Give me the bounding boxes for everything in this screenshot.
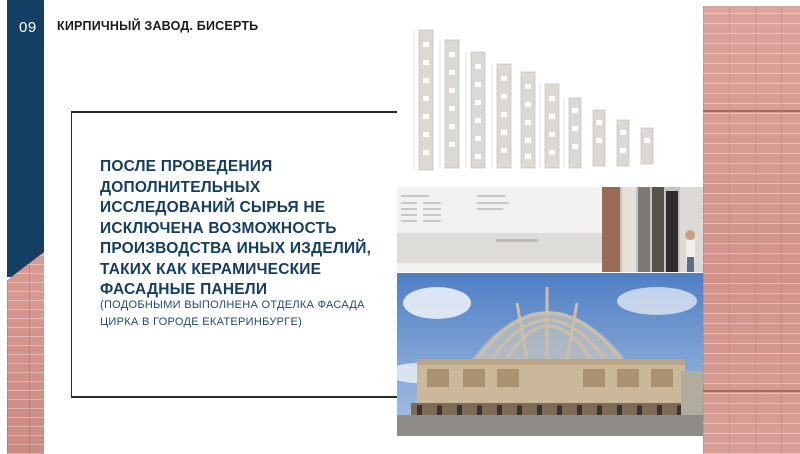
slide-number: 09 [19,19,37,36]
circus-note: (ПОДОБНЫМИ ВЫПОЛНЕНА ОТДЕЛКА ФАСАДА ЦИРКА В ГОРОДЕ ЕКАТЕРИНБУРГЕ) [100,299,365,328]
circus-building-photo [397,273,703,436]
profile-9 [617,120,629,166]
panel-spec-sheet [397,187,602,272]
profile-3 [471,52,485,168]
brick-texture-left [7,252,44,454]
profile-2 [445,40,459,168]
brick-texture-right [703,6,800,454]
brick-panel-seam [703,390,800,392]
brick-panel-seam [703,110,800,112]
profile-10 [641,128,653,164]
navy-band [7,0,44,277]
profiles-svg [397,8,703,186]
slide-title: КИРПИЧНЫЙ ЗАВОД. БИСЕРТЬ [57,19,259,33]
text-frame-bottom-line [71,396,397,398]
left-accent-band [7,0,44,454]
main-statement: ПОСЛЕ ПРОВЕДЕНИЯ ДОПОЛНИТЕЛЬНЫХ ИССЛЕДОВАНИЙ СЫРЬЯ НЕ ИСКЛЮЧЕНА ВОЗМОЖНОСТЬ ПРОИЗВОДСТВА ИНЫХ ИЗДЕЛИЙ, ТАКИХ КАК КЕРАМИЧЕСКИЕ ФАСАДНЫЕ ПАНЕЛИ [100,158,372,298]
spec-sample-bar [397,233,602,263]
facade-panel-profiles-drawing [397,8,703,186]
facade-panels-photo [602,187,703,272]
text-frame-top-line [71,111,397,113]
